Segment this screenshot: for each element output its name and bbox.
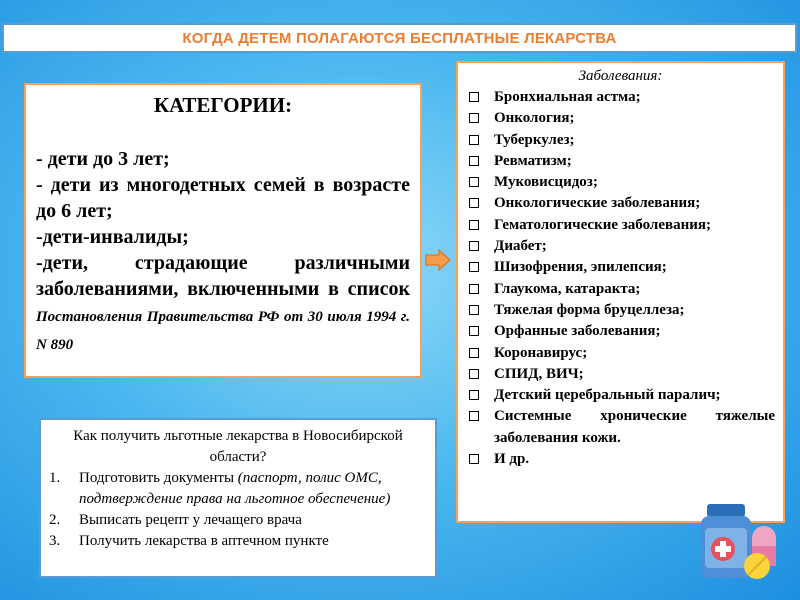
disease-label: Тяжелая форма бруцеллеза; — [494, 301, 685, 318]
checkbox-bullet-icon — [466, 257, 494, 278]
disease-label: Детский церебральный паралич; — [494, 387, 721, 404]
categories-heading: КАТЕГОРИИ: — [153, 93, 293, 117]
checkbox-bullet-icon — [466, 279, 494, 300]
category-item-text: -дети, страдающие различными заболеваниями, включенными в список — [36, 252, 410, 300]
checkbox-bullet-icon — [466, 108, 494, 129]
howto-heading: Как получить льготные лекарства в Новосибирской области? — [73, 428, 403, 465]
checkbox-bullet-icon — [466, 385, 494, 406]
step-number: 1. — [49, 470, 61, 486]
checkbox-bullet-icon — [466, 130, 494, 151]
step-list — [49, 468, 427, 552]
disease-label: Муковисцидоз; — [494, 174, 598, 191]
category-item: -дети-инвалиды; — [36, 226, 189, 248]
disease-label: Шизофрения, эпилепсия; — [494, 259, 667, 276]
medicine-icon — [697, 502, 782, 582]
page-title: КОГДА ДЕТЕМ ПОЛАГАЮТСЯ БЕСПЛАТНЫЕ ЛЕКАРСТВА — [182, 29, 617, 47]
checkbox-bullet-icon — [466, 172, 494, 193]
step-text: Выписать рецепт у лечащего врача — [79, 512, 302, 528]
decree-reference: Постановления Правительства РФ от 30 июля 1994 г. N 890 — [36, 309, 410, 353]
step-text-wrap — [79, 531, 427, 552]
disease-item — [466, 385, 775, 406]
checkbox-bullet-icon — [466, 343, 494, 364]
disease-item — [466, 406, 775, 449]
checkbox-bullet-icon — [466, 215, 494, 236]
step-note: (паспорт, полис ОМС, подтверждение права на льготное обеспечение) — [79, 470, 391, 507]
categories-box — [24, 83, 422, 378]
disease-label: Гематологические заболевания; — [494, 216, 711, 233]
checkbox-bullet-icon — [466, 321, 494, 342]
disease-item — [466, 193, 775, 214]
disease-list — [466, 87, 775, 470]
step-item — [49, 510, 427, 531]
step-text: Получить лекарства в аптечном пункте — [79, 533, 329, 549]
disease-label: Туберкулез; — [494, 131, 575, 148]
category-item-last — [36, 250, 410, 358]
diseases-box — [456, 61, 785, 523]
disease-label: Системные хронические тяжелые заболевания кожи. — [494, 408, 775, 446]
step-text-wrap — [79, 468, 427, 510]
disease-label: Онкологические заболевания; — [494, 195, 701, 212]
disease-item — [466, 364, 775, 385]
title-bar — [2, 23, 797, 53]
disease-label: Орфанные заболевания; — [494, 323, 661, 340]
disease-item — [466, 343, 775, 364]
disease-label: Бронхиальная астма; — [494, 89, 641, 105]
disease-item — [466, 172, 775, 193]
disease-item — [466, 279, 775, 300]
disease-item — [466, 130, 775, 151]
checkbox-bullet-icon — [466, 193, 494, 214]
disease-item — [466, 215, 775, 236]
disease-item — [466, 300, 775, 321]
checkbox-bullet-icon — [466, 300, 494, 321]
step-text: Подготовить документы — [79, 470, 238, 486]
disease-label: Глаукома, катаракта; — [494, 280, 641, 297]
checkbox-bullet-icon — [466, 151, 494, 172]
howto-box — [39, 418, 437, 578]
step-item — [49, 531, 427, 552]
disease-item — [466, 108, 775, 129]
checkbox-bullet-icon — [466, 364, 494, 385]
disease-item — [466, 151, 775, 172]
disease-item — [466, 321, 775, 342]
disease-label: Диабет; — [494, 238, 547, 255]
diseases-heading: Заболевания: — [578, 68, 663, 84]
disease-label: Онкология; — [494, 110, 575, 127]
disease-item — [466, 87, 775, 108]
checkbox-bullet-icon — [466, 236, 494, 257]
step-number: 3. — [49, 533, 61, 549]
disease-item — [466, 236, 775, 257]
arrow-right-icon — [425, 249, 451, 271]
disease-item — [466, 257, 775, 278]
step-number: 2. — [49, 512, 61, 528]
checkbox-bullet-icon — [466, 87, 494, 108]
step-item — [49, 468, 427, 510]
checkbox-bullet-icon — [466, 406, 494, 449]
disease-label: И др. — [494, 451, 530, 468]
step-text-wrap — [79, 510, 427, 531]
category-item: - дети до 3 лет; — [36, 148, 170, 170]
checkbox-bullet-icon — [466, 449, 494, 470]
category-item: - дети из многодетных семей в возрасте до 6 лет; — [36, 174, 410, 222]
disease-label: СПИД, ВИЧ; — [494, 365, 584, 382]
disease-item — [466, 449, 775, 470]
disease-label: Коронавирус; — [494, 344, 588, 361]
disease-label: Ревматизм; — [494, 152, 572, 169]
